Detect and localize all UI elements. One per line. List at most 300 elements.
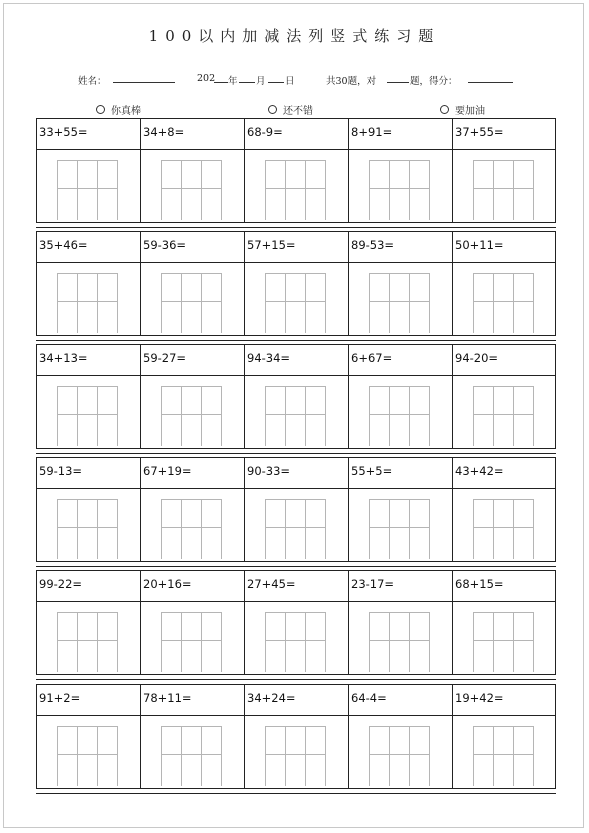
grid-line [265, 499, 325, 500]
cell-divider [452, 118, 453, 223]
grid-line [117, 273, 118, 333]
cell-divider [36, 457, 37, 562]
grid-line [473, 612, 533, 613]
radio-circle-icon [96, 105, 105, 114]
grid-line [409, 726, 410, 786]
grid-line [369, 726, 370, 786]
vertical-calc-grid[interactable] [369, 386, 429, 446]
grid-line [161, 160, 162, 220]
grid-line [221, 499, 222, 559]
grid-line [77, 612, 78, 672]
grid-line [161, 726, 221, 727]
grid-line [493, 499, 494, 559]
vertical-calc-grid[interactable] [369, 273, 429, 333]
grid-line [473, 527, 533, 528]
row-bottom-line [36, 335, 556, 336]
vertical-calc-grid[interactable] [265, 726, 325, 786]
cell-divider [348, 344, 349, 449]
grid-line [57, 499, 117, 500]
grid-line [473, 726, 533, 727]
grid-line [369, 499, 370, 559]
cell-divider [244, 344, 245, 449]
grid-line [265, 527, 325, 528]
grid-line [325, 612, 326, 672]
grid-line [473, 414, 533, 415]
grid-line [201, 726, 202, 786]
cell-divider [555, 457, 556, 562]
vertical-calc-grid[interactable] [57, 273, 117, 333]
cell-divider [36, 684, 37, 789]
cell-divider [244, 570, 245, 675]
grid-line [533, 386, 534, 446]
cell-divider [36, 231, 37, 336]
grid-line [57, 754, 117, 755]
vertical-calc-grid[interactable] [369, 726, 429, 786]
grid-line [57, 188, 117, 189]
grid-line [513, 386, 514, 446]
grid-line [533, 273, 534, 333]
grid-line [513, 726, 514, 786]
grid-line [369, 499, 429, 500]
cell-divider [140, 344, 141, 449]
grid-line [429, 612, 430, 672]
grid-line [161, 301, 221, 302]
problem-equation: 43+42= [455, 464, 504, 478]
row-bottom-line [36, 674, 556, 675]
grid-line [117, 386, 118, 446]
grid-line [57, 640, 117, 641]
problem-equation: 55+5= [351, 464, 393, 478]
row-bottom-line [36, 448, 556, 449]
grid-line [57, 612, 58, 672]
problem-equation: 6+67= [351, 351, 393, 365]
grid-line [285, 726, 286, 786]
grid-line [117, 726, 118, 786]
grid-line [493, 726, 494, 786]
cell-divider [452, 457, 453, 562]
grid-line [473, 301, 533, 302]
year-prefix: 202 [197, 73, 216, 84]
cell-divider [348, 684, 349, 789]
grid-line [325, 386, 326, 446]
problem-equation: 34+13= [39, 351, 88, 365]
grid-line [77, 726, 78, 786]
grid-line [473, 499, 533, 500]
grid-line [473, 273, 533, 274]
problem-equation: 19+42= [455, 691, 504, 705]
row-bottom-line [36, 793, 556, 794]
vertical-calc-grid[interactable] [161, 612, 221, 672]
grid-line [493, 386, 494, 446]
cell-divider [555, 684, 556, 789]
grid-line [513, 612, 514, 672]
problem-equation: 59-36= [143, 238, 187, 252]
grid-line [201, 386, 202, 446]
grid-line [265, 386, 325, 387]
worksheet-title: 100以内加减法列竖式练习题 [148, 27, 441, 45]
name-blank[interactable] [113, 73, 175, 83]
grid-line [369, 640, 429, 641]
vertical-calc-grid[interactable] [161, 499, 221, 559]
month-label: 月 [256, 76, 266, 87]
grid-line [473, 160, 474, 220]
grid-line [389, 726, 390, 786]
vertical-calc-grid[interactable] [265, 386, 325, 446]
problem-row [36, 231, 556, 341]
cell-divider [36, 118, 37, 223]
grid-line [473, 499, 474, 559]
row-bottom-line [36, 340, 556, 341]
grid-line [265, 273, 325, 274]
grid-line [429, 160, 430, 220]
day-label: 日 [285, 76, 295, 87]
vertical-calc-grid[interactable] [369, 160, 429, 220]
grid-line [161, 754, 221, 755]
grid-line [57, 273, 117, 274]
grid-line [77, 386, 78, 446]
vertical-calc-grid[interactable] [57, 726, 117, 786]
grid-line [429, 386, 430, 446]
problem-equation: 27+45= [247, 577, 296, 591]
grid-line [221, 386, 222, 446]
vertical-calc-grid[interactable] [57, 499, 117, 559]
grid-line [513, 160, 514, 220]
grid-line [389, 499, 390, 559]
vertical-calc-grid[interactable] [265, 612, 325, 672]
problem-equation: 57+15= [247, 238, 296, 252]
grid-line [265, 273, 266, 333]
grid-line [369, 386, 370, 446]
grid-line [57, 386, 117, 387]
problem-row [36, 684, 556, 794]
problem-equation: 20+16= [143, 577, 192, 591]
grid-line [473, 754, 533, 755]
name-label: 姓名： [78, 76, 107, 87]
vertical-calc-grid[interactable] [473, 386, 533, 446]
cell-divider [555, 570, 556, 675]
vertical-calc-grid[interactable] [57, 612, 117, 672]
grid-line [181, 160, 182, 220]
problem-equation: 91+2= [39, 691, 81, 705]
row-bottom-line [36, 561, 556, 562]
row-bottom-line [36, 679, 556, 680]
vertical-calc-grid[interactable] [265, 160, 325, 220]
vertical-calc-grid[interactable] [57, 386, 117, 446]
grid-line [77, 160, 78, 220]
grid-line [369, 414, 429, 415]
grid-line [493, 160, 494, 220]
grid-line [305, 726, 306, 786]
grid-line [493, 273, 494, 333]
problem-equation: 90-33= [247, 464, 291, 478]
grid-line [161, 386, 221, 387]
grid-line [117, 499, 118, 559]
grid-line [429, 726, 430, 786]
cell-divider [348, 570, 349, 675]
grid-line [369, 612, 370, 672]
grid-line [369, 160, 370, 220]
cell-divider [348, 457, 349, 562]
grid-line [409, 386, 410, 446]
rating-option-good[interactable]: 还不错 [268, 102, 313, 117]
grid-line [285, 386, 286, 446]
radio-circle-icon [268, 105, 277, 114]
grid-line [97, 273, 98, 333]
grid-line [57, 386, 58, 446]
problem-equation: 67+19= [143, 464, 192, 478]
correct-count-blank[interactable] [387, 73, 409, 83]
grid-line [473, 612, 474, 672]
grid-line [57, 499, 58, 559]
grid-line [409, 612, 410, 672]
grid-line [369, 273, 370, 333]
grid-line [265, 414, 325, 415]
total-questions-text: 共30题，对 [326, 76, 377, 87]
row-bottom-line [36, 566, 556, 567]
grid-line [325, 160, 326, 220]
grid-line [201, 612, 202, 672]
grid-line [97, 499, 98, 559]
problem-equation: 37+55= [455, 125, 504, 139]
cell-divider [452, 570, 453, 675]
grid-line [265, 499, 266, 559]
grid-line [473, 640, 533, 641]
month-blank[interactable] [239, 73, 255, 83]
cell-divider [244, 457, 245, 562]
grid-line [77, 273, 78, 333]
grid-line [117, 612, 118, 672]
problem-row [36, 457, 556, 567]
problem-equation: 8+91= [351, 125, 393, 139]
grid-line [161, 273, 162, 333]
grid-line [221, 726, 222, 786]
grid-line [161, 386, 162, 446]
grid-line [265, 160, 266, 220]
grid-line [161, 612, 162, 672]
rating-option-try-harder[interactable]: 要加油 [440, 102, 485, 117]
cell-divider [555, 231, 556, 336]
grid-line [97, 386, 98, 446]
vertical-calc-grid[interactable] [161, 273, 221, 333]
grid-line [305, 273, 306, 333]
day-blank[interactable] [268, 73, 284, 83]
grid-line [325, 273, 326, 333]
problem-equation: 34+8= [143, 125, 185, 139]
cell-divider [244, 684, 245, 789]
grid-line [181, 499, 182, 559]
grid-line [513, 273, 514, 333]
grid-line [181, 273, 182, 333]
vertical-calc-grid[interactable] [57, 160, 117, 220]
grid-line [325, 499, 326, 559]
row-bottom-line [36, 788, 556, 789]
grid-line [285, 499, 286, 559]
grid-line [265, 726, 266, 786]
grid-line [533, 499, 534, 559]
problem-equation: 34+24= [247, 691, 296, 705]
problem-equation: 78+11= [143, 691, 192, 705]
problem-row [36, 118, 556, 228]
grid-line [57, 726, 117, 727]
cell-divider [140, 684, 141, 789]
vertical-calc-grid[interactable] [473, 612, 533, 672]
grid-line [369, 612, 429, 613]
grid-line [57, 414, 117, 415]
year-label: 年 [228, 76, 238, 87]
grid-line [221, 612, 222, 672]
grid-line [473, 386, 474, 446]
grid-line [181, 726, 182, 786]
grid-line [409, 160, 410, 220]
cell-divider [452, 231, 453, 336]
vertical-calc-grid[interactable] [161, 386, 221, 446]
problem-equation: 68-9= [247, 125, 283, 139]
vertical-calc-grid[interactable] [473, 499, 533, 559]
cell-divider [140, 231, 141, 336]
vertical-calc-grid[interactable] [473, 160, 533, 220]
score-label: 题，得分： [410, 76, 458, 87]
grid-line [77, 499, 78, 559]
problem-equation: 59-13= [39, 464, 83, 478]
problem-equation: 89-53= [351, 238, 395, 252]
cell-divider [555, 344, 556, 449]
problem-equation: 64-4= [351, 691, 387, 705]
cell-divider [36, 344, 37, 449]
problem-equation: 59-27= [143, 351, 187, 365]
grid-line [265, 386, 266, 446]
grid-line [369, 188, 429, 189]
row-bottom-line [36, 227, 556, 228]
grid-line [57, 726, 58, 786]
grid-line [161, 499, 162, 559]
cell-divider [555, 118, 556, 223]
problem-equation: 23-17= [351, 577, 395, 591]
grid-line [201, 160, 202, 220]
vertical-calc-grid[interactable] [265, 499, 325, 559]
vertical-calc-grid[interactable] [161, 726, 221, 786]
grid-line [97, 160, 98, 220]
grid-line [369, 386, 429, 387]
grid-line [429, 273, 430, 333]
grid-line [161, 414, 221, 415]
rating-option-great[interactable]: 你真棒 [96, 102, 141, 117]
grid-line [265, 301, 325, 302]
grid-line [265, 754, 325, 755]
grid-line [389, 273, 390, 333]
grid-line [369, 301, 429, 302]
grid-line [409, 273, 410, 333]
problem-equation: 68+15= [455, 577, 504, 591]
grid-line [389, 386, 390, 446]
score-blank[interactable] [468, 73, 513, 83]
cell-divider [348, 118, 349, 223]
grid-line [97, 726, 98, 786]
grid-line [389, 160, 390, 220]
grid-line [265, 640, 325, 641]
year-blank[interactable] [214, 73, 228, 83]
grid-line [325, 726, 326, 786]
cell-divider [244, 231, 245, 336]
grid-line [161, 726, 162, 786]
row-bottom-line [36, 222, 556, 223]
grid-line [473, 188, 533, 189]
problem-equation: 33+55= [39, 125, 88, 139]
vertical-calc-grid[interactable] [265, 273, 325, 333]
grid-line [161, 499, 221, 500]
grid-line [57, 160, 117, 161]
grid-line [161, 188, 221, 189]
grid-line [161, 527, 221, 528]
grid-line [473, 726, 474, 786]
cell-divider [244, 118, 245, 223]
problem-equation: 99-22= [39, 577, 83, 591]
cell-divider [452, 684, 453, 789]
radio-circle-icon [440, 105, 449, 114]
grid-line [285, 612, 286, 672]
grid-line [181, 612, 182, 672]
grid-line [473, 160, 533, 161]
problem-equation: 94-34= [247, 351, 291, 365]
grid-line [285, 160, 286, 220]
grid-line [473, 273, 474, 333]
cell-divider [348, 231, 349, 336]
grid-line [389, 612, 390, 672]
row-bottom-line [36, 453, 556, 454]
grid-line [305, 386, 306, 446]
vertical-calc-grid[interactable] [473, 273, 533, 333]
grid-line [161, 640, 221, 641]
grid-line [201, 273, 202, 333]
problem-row [36, 570, 556, 680]
cell-divider [452, 344, 453, 449]
problem-equation: 35+46= [39, 238, 88, 252]
cell-divider [140, 570, 141, 675]
grid-line [57, 160, 58, 220]
grid-line [57, 527, 117, 528]
grid-line [161, 273, 221, 274]
grid-line [533, 612, 534, 672]
grid-line [265, 726, 325, 727]
grid-line [409, 499, 410, 559]
grid-line [57, 612, 117, 613]
vertical-calc-grid[interactable] [369, 499, 429, 559]
grid-line [181, 386, 182, 446]
cell-divider [36, 570, 37, 675]
grid-line [285, 273, 286, 333]
vertical-calc-grid[interactable] [369, 612, 429, 672]
problem-row [36, 344, 556, 454]
grid-line [97, 612, 98, 672]
cell-divider [140, 118, 141, 223]
grid-line [57, 273, 58, 333]
grid-line [201, 499, 202, 559]
grid-line [265, 188, 325, 189]
grid-line [533, 726, 534, 786]
vertical-calc-grid[interactable] [473, 726, 533, 786]
grid-line [305, 499, 306, 559]
vertical-calc-grid[interactable] [161, 160, 221, 220]
cell-divider [140, 457, 141, 562]
grid-line [117, 160, 118, 220]
grid-line [533, 160, 534, 220]
grid-line [221, 160, 222, 220]
grid-line [493, 612, 494, 672]
grid-line [369, 527, 429, 528]
grid-line [429, 499, 430, 559]
grid-line [57, 301, 117, 302]
grid-line [161, 612, 221, 613]
grid-line [369, 160, 429, 161]
